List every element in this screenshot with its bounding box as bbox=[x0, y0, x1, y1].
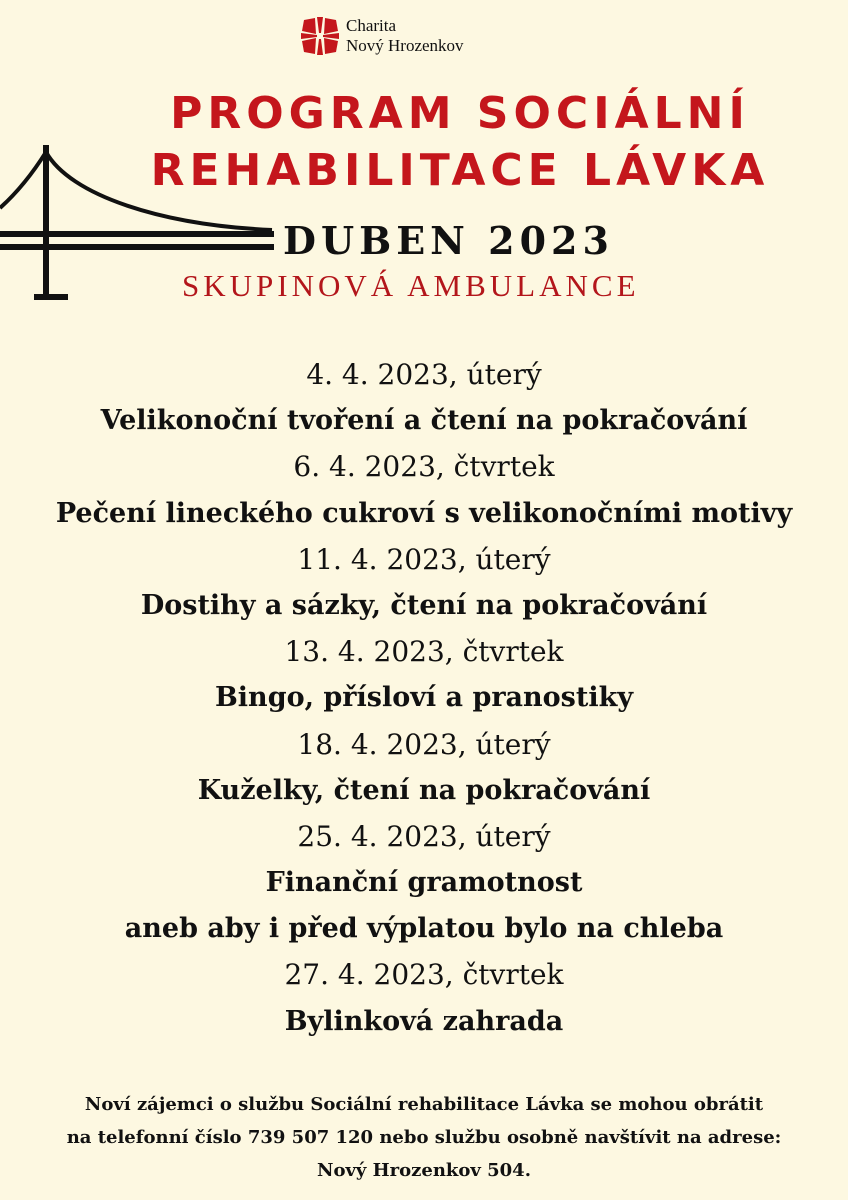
schedule-event: Pečení lineckého cukroví s velikonočními motivy bbox=[55, 497, 793, 529]
schedule-list bbox=[0, 352, 848, 1045]
schedule-date: 27. 4. 2023, čtvrtek bbox=[284, 958, 564, 992]
schedule-event: aneb aby i před výplatou bylo na chleba bbox=[124, 913, 724, 945]
schedule-event: Finanční gramotnost bbox=[265, 867, 583, 899]
schedule-date: 18. 4. 2023, úterý bbox=[297, 727, 551, 761]
schedule-event: Bingo, přísloví a pranostiky bbox=[214, 682, 634, 714]
title-line-2: REHABILITACE LÁVKA bbox=[150, 145, 770, 196]
contact-line-2: na telefonní číslo 739 507 120 nebo službu osobně navštívit na adrese: bbox=[66, 1127, 782, 1148]
charita-cross-icon bbox=[300, 16, 340, 56]
schedule-date: 13. 4. 2023, čtvrtek bbox=[284, 635, 564, 669]
schedule-date: 25. 4. 2023, úterý bbox=[297, 819, 551, 853]
logo-line-2: Nový Hrozenkov bbox=[346, 36, 464, 55]
contact-line-3: Nový Hrozenkov 504. bbox=[317, 1160, 531, 1181]
schedule-date: 11. 4. 2023, úterý bbox=[297, 542, 551, 576]
schedule-event: Bylinková zahrada bbox=[284, 1005, 564, 1037]
schedule-date: 6. 4. 2023, čtvrtek bbox=[293, 450, 555, 484]
title-line-1: PROGRAM SOCIÁLNÍ bbox=[170, 88, 750, 139]
schedule-date: 4. 4. 2023, úterý bbox=[306, 358, 542, 391]
contact-line-1: Noví zájemci o službu Sociální rehabilitace Lávka se mohou obrátit bbox=[84, 1094, 764, 1115]
month-heading: DUBEN 2023 bbox=[283, 218, 614, 263]
program-subtitle: SKUPINOVÁ AMBULANCE bbox=[182, 268, 640, 303]
logo-line-1: Charita bbox=[346, 16, 397, 35]
schedule-event: Dostihy a sázky, čtení na pokračování bbox=[140, 589, 708, 621]
charita-logo bbox=[300, 16, 464, 56]
schedule-event: Velikonoční tvoření a čtení na pokračování bbox=[100, 405, 748, 437]
schedule-event: Kuželky, čtení na pokračování bbox=[197, 774, 651, 806]
contact-note bbox=[0, 1088, 848, 1187]
